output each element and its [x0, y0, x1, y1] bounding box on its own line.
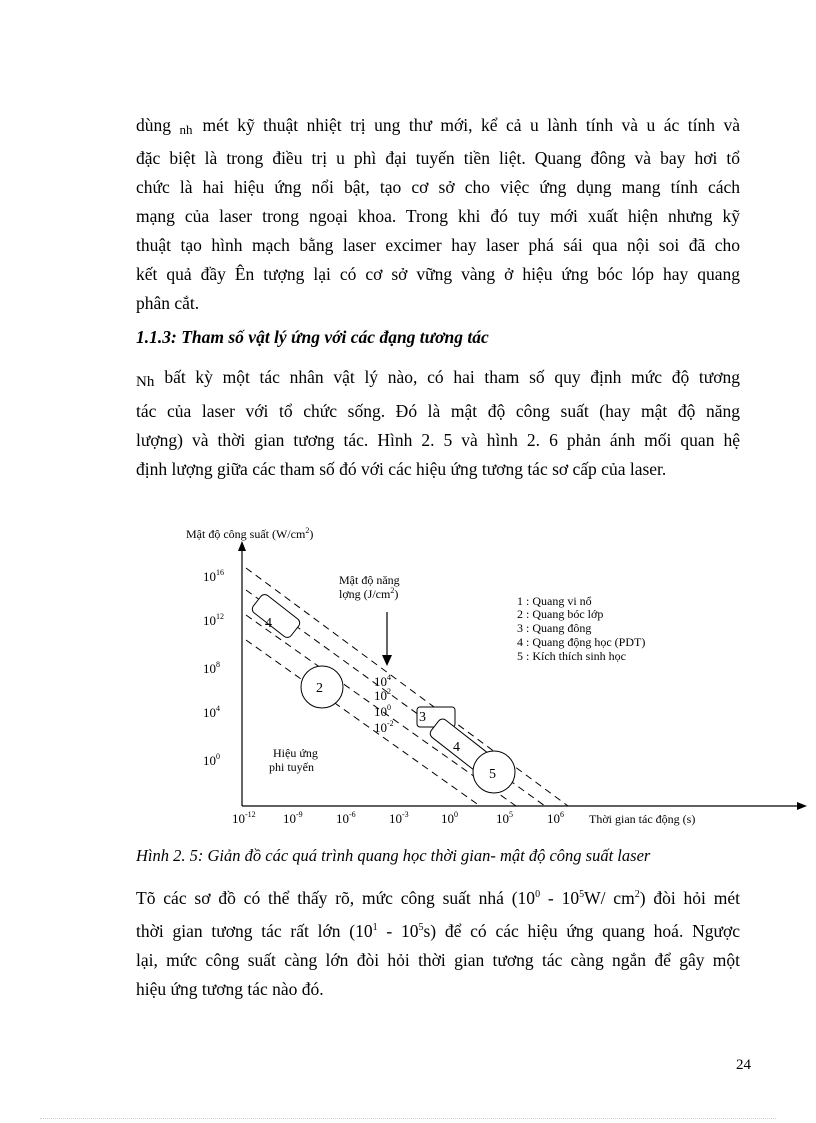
region-box-4-upper: [250, 593, 301, 640]
y-tick-label: $10^0$: [203, 752, 220, 768]
text-line: tác của laser với tổ chức sống. Đó là mật độ công suất (hay mật độ năng: [136, 401, 740, 421]
y-axis-arrow-icon: [238, 541, 246, 551]
text-line: thời gian tương tác rất lớn $(10^1 - 10^5s)$ để có các hiệu ứng quang hoá. Ngược: [136, 920, 740, 941]
page-number: 24: [736, 1057, 751, 1073]
nonlinear-label: phi tuyến: [269, 760, 314, 774]
text-line: Nh bất kỳ một tác nhân vật lý nào, có hai tham số quy định mức độ tương: [136, 367, 740, 390]
text-line: Tõ các sơ đồ có thể thấy rõ, mức công suất nhá ($10^0 - 10^5W/$ $cm^2$) đòi hỏi mét: [136, 887, 741, 908]
text-line: lại, mức công suất càng lớn đòi hỏi thời gian tương tác càng ngắn để gây một: [136, 949, 740, 970]
text-line: định lượng giữa các tham số đó với các hiệu ứng tương tác sơ cấp của laser.: [136, 459, 667, 479]
x-tick-label: $10^{-6}$: [336, 810, 356, 826]
text-line: chức là hai hiệu ứng nổi bật, tạo cơ sở cho việc ứng dụng mang tính cách: [136, 177, 740, 197]
energy-density-label: Mật độ năng: [339, 573, 400, 587]
x-tick-label: $10^5$: [496, 810, 513, 826]
down-arrow-icon: [382, 655, 392, 666]
region-label: 5: [489, 767, 496, 782]
text-line: dùng nh mét kỹ thuật nhiệt trị ung thư mới, kể cả u lành tính và u ác tính và: [136, 115, 740, 137]
section-heading: 1.1.3: Tham số vật lý ứng với các đạng tương tác: [136, 327, 489, 347]
x-tick-label: $10^{-9}$: [283, 810, 303, 826]
region-label: 3: [419, 710, 426, 725]
nonlinear-label: Hiệu ứng: [273, 746, 318, 760]
legend-item: 3 : Quang đông: [517, 621, 592, 635]
energy-tick-label: $10^{-2}$: [374, 719, 394, 735]
region-label: 4: [265, 616, 272, 631]
y-tick-label: $10^{12}$: [203, 612, 224, 628]
text-line: thuật tạo hình mạch bằng laser excimer hay laser phá sái qua nội soi đã cho: [136, 235, 740, 255]
text-line: đặc biệt là trong điều trị u phì đại tuyến tiền liệt. Quang đông và bay hơi tổ: [136, 148, 740, 168]
y-tick-label: $10^{16}$: [203, 568, 224, 584]
x-tick-label: $10^6$: [547, 810, 564, 826]
y-tick-label: $10^8$: [203, 660, 220, 676]
x-tick-label: $10^0$: [441, 810, 458, 826]
region-label: 4: [453, 740, 460, 755]
x-axis-arrow-icon: [797, 802, 807, 810]
energy-tick-label: $10^0$: [374, 703, 391, 719]
text-line: hiệu ứng tương tác nào đó.: [136, 978, 324, 999]
y-axis-label: Mật độ công suất $(W/cm^2)$: [186, 526, 314, 541]
text-line: lượng) và thời gian tương tác. Hình 2. 5 và hình 2. 6 phản ánh mối quan hệ: [136, 430, 740, 450]
energy-tick-label: $10^2$: [374, 687, 391, 703]
figure-caption: Hình 2. 5: Giản đồ các quá trình quang học thời gian- mật độ công suất laser: [136, 846, 651, 865]
text-line: phân cắt.: [136, 293, 200, 313]
energy-density-unit: lợng $(J/cm^2)$: [339, 586, 399, 601]
legend-item: 2 : Quang bóc lớp: [517, 607, 604, 621]
page-bottom-divider: [40, 1118, 776, 1119]
figure-legend: [517, 594, 645, 663]
region-label: 2: [316, 681, 323, 696]
legend-item: 4 : Quang động học (PDT): [517, 635, 646, 649]
legend-item: 5 : Kích thích sinh học: [517, 649, 626, 663]
x-tick-label: $10^{-3}$: [389, 810, 409, 826]
x-axis-label: Thời gian tác động (s): [589, 812, 696, 826]
text-line: mạng của laser trong ngoại khoa. Trong khi đó tuy mới xuất hiện nhưng kỹ: [136, 206, 740, 226]
x-tick-label: $10^{-12}$: [232, 810, 256, 826]
y-tick-label: $10^4$: [203, 704, 220, 720]
legend-item: 1 : Quang vi nổ: [517, 594, 592, 608]
paragraph-conclusion: [136, 880, 740, 1004]
energy-tick-label: $10^4$: [374, 673, 391, 689]
text-line: kết quả đầy Ên tượng lại có cơ sở vững vàng ở hiệu ứng bóc lóp hay quang: [136, 264, 740, 284]
